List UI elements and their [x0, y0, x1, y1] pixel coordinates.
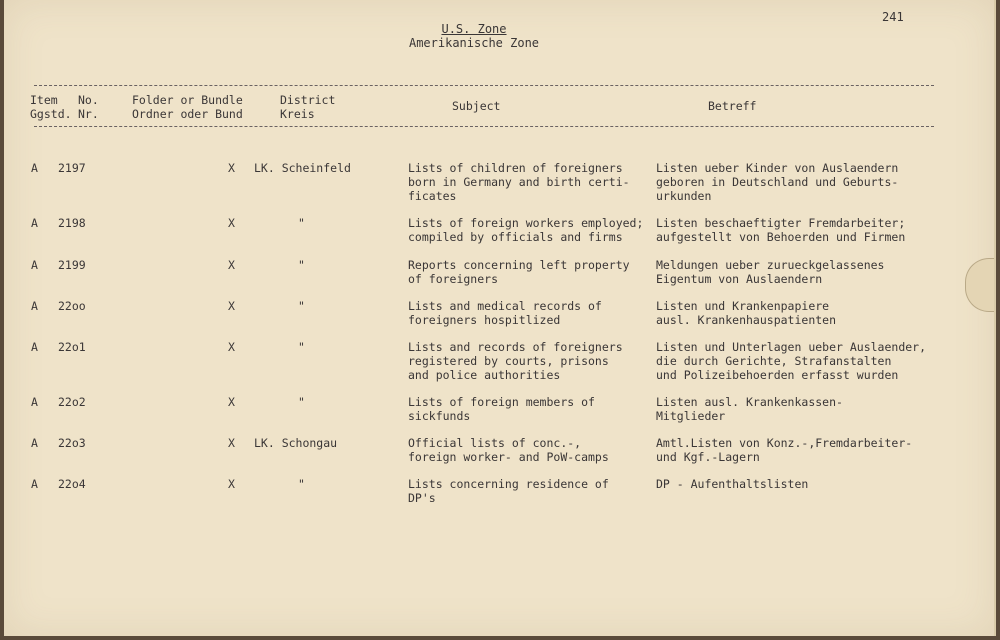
item-number: 22o3	[58, 436, 86, 450]
folder-mark: X	[228, 436, 235, 450]
folder-mark: X	[228, 161, 235, 175]
district: LK. Schongau	[254, 436, 338, 450]
item-code: A	[31, 436, 38, 450]
betreff-text: Listen ueber Kinder von Auslaendern geboren in Deutschland und Geburts- urkunden	[656, 161, 899, 203]
zone-title-en: U.S. Zone	[441, 22, 507, 36]
betreff-text: DP - Aufenthaltslisten	[656, 477, 809, 491]
subject-text: Lists of foreign workers employed; compiled by officials and firms	[408, 216, 644, 244]
subject-text: Lists of children of foreigners born in Germany and birth certi- ficates	[408, 161, 630, 203]
district: LK. Scheinfeld	[254, 161, 351, 175]
binder-tab	[965, 258, 994, 312]
folder-mark: X	[228, 340, 235, 354]
subject-text: Lists and records of foreigners registered by courts, prisons and police authorities	[408, 340, 623, 382]
district: "	[298, 258, 305, 272]
item-number: 2198	[58, 216, 86, 230]
item-number: 22o1	[58, 340, 86, 354]
item-number: 2199	[58, 258, 86, 272]
subject-text: Lists concerning residence of DP's	[408, 477, 609, 505]
district: "	[298, 477, 305, 491]
header-folder: Folder or Bundle Ordner oder Bund	[132, 93, 243, 121]
item-number: 22oo	[58, 299, 86, 313]
betreff-text: Listen ausl. Krankenkassen- Mitglieder	[656, 395, 843, 423]
folder-mark: X	[228, 216, 235, 230]
page-number: 241	[882, 10, 904, 24]
district: "	[298, 216, 305, 230]
folder-mark: X	[228, 395, 235, 409]
folder-mark: X	[228, 258, 235, 272]
header-item: Item Ggstd.	[30, 93, 72, 121]
header-betreff: Betreff	[708, 99, 757, 113]
header-rule-top	[34, 85, 934, 86]
betreff-text: Listen beschaeftigter Fremdarbeiter; aufgestellt von Behoerden und Firmen	[656, 216, 906, 244]
item-number: 22o4	[58, 477, 86, 491]
district: "	[298, 340, 305, 354]
header-rule-bottom	[34, 126, 934, 127]
betreff-text: Listen und Krankenpapiere ausl. Krankenhauspatienten	[656, 299, 837, 327]
district: "	[298, 395, 305, 409]
item-code: A	[31, 299, 38, 313]
district: "	[298, 299, 305, 313]
item-code: A	[31, 258, 38, 272]
header-subject: Subject	[452, 99, 501, 113]
item-code: A	[31, 216, 38, 230]
item-code: A	[31, 395, 38, 409]
header-no: No. Nr.	[78, 93, 99, 121]
item-number: 2197	[58, 161, 86, 175]
betreff-text: Listen und Unterlagen ueber Auslaender, die durch Gerichte, Strafanstalten und Polizeibehoerden erfasst wurden	[656, 340, 927, 382]
folder-mark: X	[228, 299, 235, 313]
item-code: A	[31, 477, 38, 491]
zone-heading	[4, 22, 944, 50]
betreff-text: Amtl.Listen von Konz.-,Fremdarbeiter- und Kgf.-Lagern	[656, 436, 913, 464]
item-code: A	[31, 161, 38, 175]
subject-text: Lists of foreign members of sickfunds	[408, 395, 595, 423]
header-district: District Kreis	[280, 93, 336, 121]
folder-mark: X	[228, 477, 235, 491]
item-number: 22o2	[58, 395, 86, 409]
subject-text: Reports concerning left property of foreigners	[408, 258, 630, 286]
document-page	[4, 0, 996, 636]
item-code: A	[31, 340, 38, 354]
subject-text: Lists and medical records of foreigners hospitlized	[408, 299, 602, 327]
betreff-text: Meldungen ueber zurueckgelassenes Eigentum von Auslaendern	[656, 258, 885, 286]
subject-text: Official lists of conc.-, foreign worker- and PoW-camps	[408, 436, 609, 464]
zone-title-de: Amerikanische Zone	[408, 36, 540, 50]
